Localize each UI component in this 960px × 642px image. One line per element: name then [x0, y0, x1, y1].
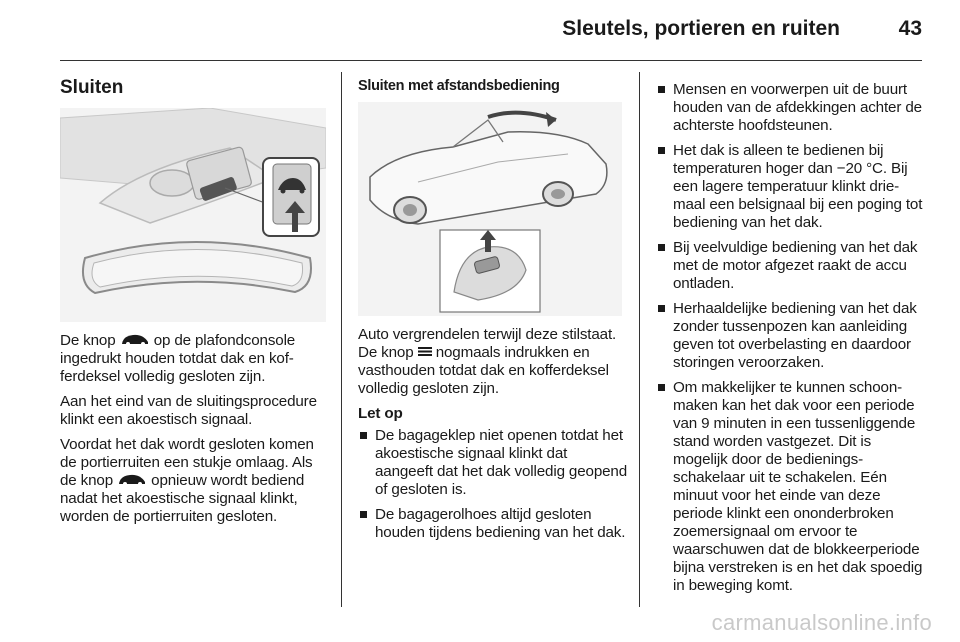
- bullet-square-icon: [360, 511, 367, 518]
- note-label: Let op: [358, 405, 403, 422]
- remote-key-button-icon: [418, 347, 432, 356]
- car-roof-close-icon: [117, 473, 147, 486]
- warning-item-5: [656, 379, 926, 595]
- warning-item-1: [656, 81, 926, 135]
- warning-item-4: [656, 300, 926, 372]
- warning-item-2: [656, 142, 926, 232]
- bullet-square-icon: [658, 305, 665, 312]
- middle-column-text: [358, 326, 628, 549]
- convertible-remote-illustration: [358, 102, 622, 316]
- bullet-square-icon: [658, 147, 665, 154]
- bullet-square-icon: [658, 86, 665, 93]
- page-header-title: Sleutels, portieren en ruiten: [562, 17, 840, 40]
- right-column-text: [656, 81, 926, 602]
- bullet-square-icon: [658, 244, 665, 251]
- left-p3-end: opnieuw wordt bediend nadat het akoestische signaal klinkt, worden de portierruiten gesloten.: [60, 472, 305, 525]
- bullet-square-icon: [360, 432, 367, 439]
- column-divider-1: [341, 72, 342, 607]
- left-paragraph-3: [60, 436, 328, 526]
- warning-text-5: Om makkelijker te kunnen schoonmaken kan het dak voor een periode van 9 minuten in een tussenliggende stand worden vastgezet. Dit is mogelijk door de bedieningsschakelaar uit te schakelen. Eén minuut voor het einde van deze periode klinkt een ononderbroken zoemersignaal om ervoor te waarschuwen dat de blokkeerperiode bijna verstreken is en het dak spoedig in beweging komt.: [673, 379, 923, 594]
- warning-text-3: Bij veelvuldige bediening van het dak met de motor afgezet raakt de accu ontladen.: [673, 239, 918, 292]
- middle-paragraph-1: [358, 326, 628, 398]
- warning-text-1: Mensen en voorwerpen uit de buurt houden van de afdekkingen achter de achterste hoofdsteunen.: [673, 81, 922, 134]
- note-item-1: [358, 427, 628, 499]
- left-paragraph-2: Aan het eind van de sluitingsprocedure klinkt een akoestisch signaal.: [60, 393, 317, 428]
- left-p3-start: Voordat het dak wordt gesloten komen de portierruiten een stukje omlaag. Als de knop: [60, 436, 314, 489]
- left-p1-start: De knop: [60, 332, 116, 349]
- column-divider-2: [639, 72, 640, 607]
- header-divider: [60, 60, 922, 61]
- section-title: Sluiten: [60, 77, 124, 98]
- note-item-2: [358, 506, 628, 542]
- left-paragraph-1: [60, 332, 328, 386]
- middle-p1-start: Auto vergrendelen terwijl deze stilstaat. De knop: [358, 326, 617, 361]
- left-p1-end: op de plafondconsole ingedrukt houden totdat dak en kofferdeksel volledig gesloten zijn.: [60, 332, 296, 385]
- car-roof-close-icon: [120, 333, 150, 346]
- bullet-square-icon: [658, 384, 665, 391]
- warning-text-2: Het dak is alleen te bedienen bij temperaturen hoger dan −20 °C. Bij een lagere temperatuur klinkt driemaal een belsignaal bij een poging tot bediening van het dak.: [673, 142, 923, 231]
- roof-console-illustration: [60, 108, 326, 322]
- watermark: carmanualsonline.info: [711, 610, 932, 635]
- page-number: 43: [898, 17, 922, 40]
- warning-item-3: [656, 239, 926, 293]
- note-text-1: De bagageklep niet openen totdat het akoestische signaal klinkt dat aangeeft dat het dak volledig geopend of gesloten is.: [375, 427, 628, 498]
- subsection-title: Sluiten met afstandsbediening: [358, 78, 560, 94]
- note-text-2: De bagagerolhoes altijd gesloten houden tijdens bediening van het dak.: [375, 506, 626, 541]
- warning-text-4: Herhaaldelijke bediening van het dak zonder tussenpozen kan aanleiding geven tot overbelasting en daardoor storingen veroorzaken.: [673, 300, 917, 371]
- left-column-text: [60, 332, 328, 533]
- middle-p1-end: nogmaals indrukken en vasthouden totdat dak en kofferdeksel volledig gesloten zijn.: [358, 344, 609, 397]
